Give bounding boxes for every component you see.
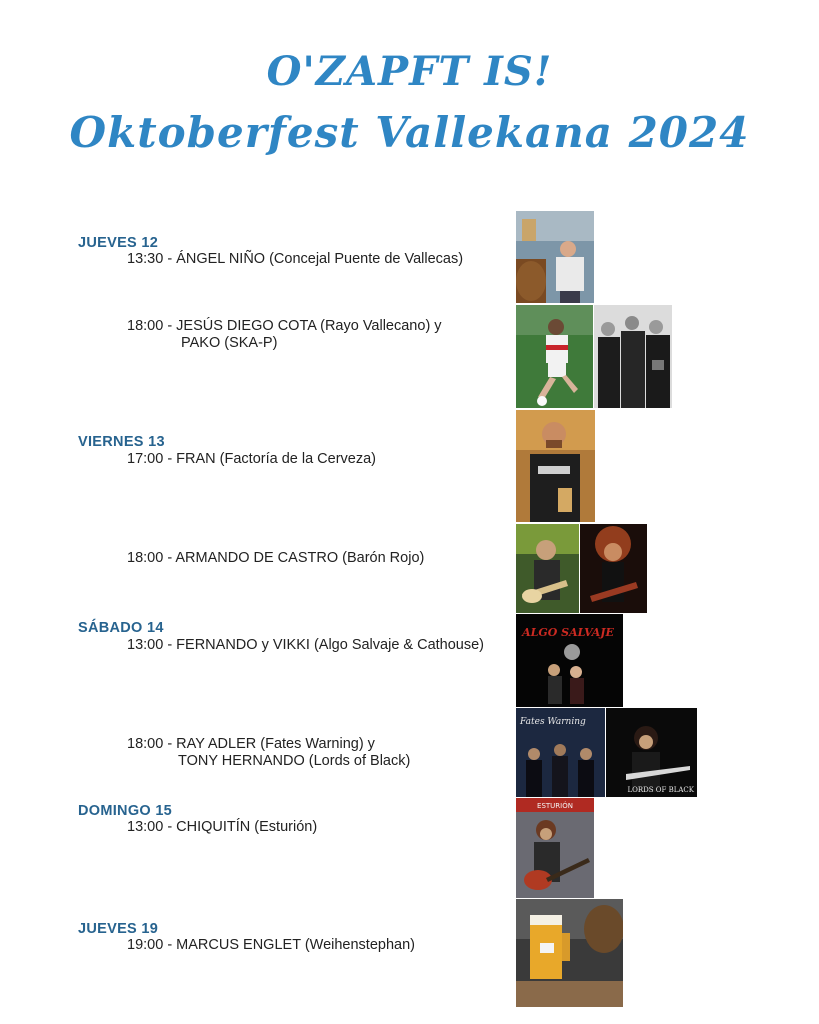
photo-fran: [516, 410, 595, 522]
day-label-viernes-13: VIERNES 13: [78, 434, 165, 450]
day-label-domingo-15: DOMINGO 15: [78, 803, 173, 819]
event-armando-de-castro: [127, 550, 424, 567]
photo-algo-salvaje: [516, 614, 623, 707]
photo-marcus-englet-beer: [516, 899, 623, 1007]
event-text-line2: PAKO (SKA-P): [181, 335, 278, 351]
day-label-jueves-19: JUEVES 19: [78, 921, 159, 937]
event-jesus-diego-cota-pako: [127, 318, 442, 352]
photo-armando-de-castro-2: [580, 524, 647, 613]
event-text: 18:00 - ARMANDO DE CASTRO (Barón Rojo): [127, 550, 425, 566]
photo-armando-de-castro-1: [516, 524, 579, 613]
event-chiquitin: [127, 819, 317, 836]
event-fernando-vikki: [127, 637, 484, 654]
event-text: 18:00 - JESÚS DIEGO COTA (Rayo Vallecano) y: [127, 318, 442, 334]
event-text: 18:00 - RAY ADLER (Fates Warning) y: [127, 736, 375, 752]
esturion-banner: ESTURIÓN: [537, 802, 573, 810]
event-fran: [127, 451, 376, 468]
event-text: 13:00 - CHIQUITÍN (Esturión): [127, 819, 318, 835]
lords-of-black-logo: LORDS OF BLACK: [627, 786, 694, 794]
photo-chiquitin: [516, 798, 594, 898]
event-text: 17:00 - FRAN (Factoría de la Cerveza): [127, 451, 377, 467]
event-text-line2: TONY HERNANDO (Lords of Black): [178, 753, 411, 769]
event-ray-adler-tony-hernando: [127, 736, 410, 770]
poster-title-line2: Oktoberfest Vallekana 2024: [69, 108, 750, 157]
event-text: 13:30 - ÁNGEL NIÑO (Concejal Puente de Vallecas): [127, 251, 464, 267]
event-text: 19:00 - MARCUS ENGLET (Weihenstephan): [127, 937, 415, 953]
photo-ska-p-band: [594, 305, 672, 408]
event-marcus-englet: [127, 937, 415, 954]
algo-salvaje-logo: ALGO SALVAJE: [522, 626, 614, 639]
day-label-jueves-12: JUEVES 12: [78, 235, 159, 251]
photo-fates-warning: [516, 708, 605, 797]
photo-angel-nino: [516, 211, 594, 303]
day-label-sabado-14: SÁBADO 14: [78, 620, 164, 636]
photo-lords-of-black: [606, 708, 697, 797]
fates-warning-logo: Fates Warning: [520, 717, 586, 727]
poster-title-line1: O'ZAPFT IS!: [266, 48, 553, 95]
photo-jesus-diego-cota: [516, 305, 593, 408]
event-angel-nino: [127, 251, 463, 268]
event-text: 13:00 - FERNANDO y VIKKI (Algo Salvaje & Cathouse): [127, 637, 485, 653]
